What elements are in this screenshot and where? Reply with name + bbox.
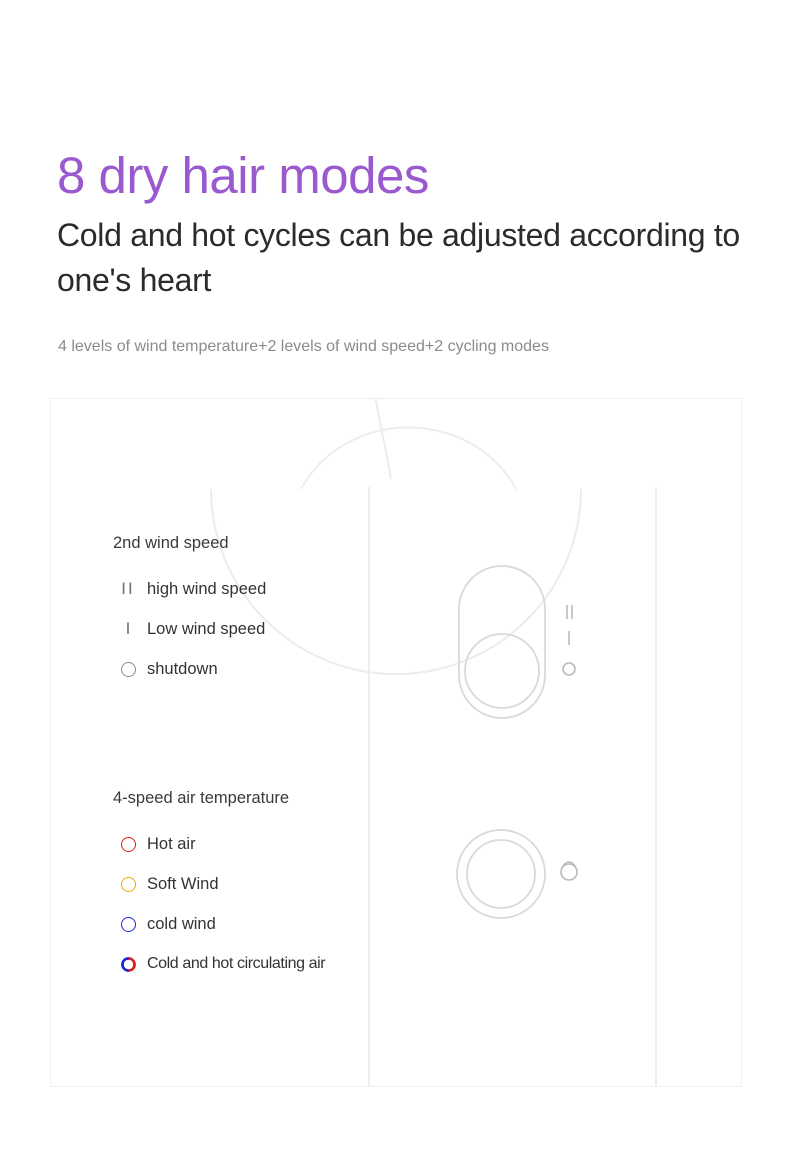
page-subtitle: Cold and hot cycles can be adjusted according to one's heart	[57, 216, 740, 298]
wind-speed-group	[113, 534, 266, 689]
option-label: Low wind speed	[147, 619, 266, 638]
option-soft-wind	[113, 864, 325, 904]
soft-wind-ring-icon	[113, 877, 143, 892]
option-hot-air	[113, 824, 325, 864]
wind-speed-title: 2nd wind speed	[113, 534, 229, 552]
option-label: Soft Wind	[147, 874, 219, 893]
option-label: high wind speed	[147, 579, 267, 598]
speed-high-icon: II	[121, 579, 135, 598]
option-cold-wind	[113, 904, 325, 944]
page-title: 8 dry hair modes	[57, 147, 429, 205]
option-cold-hot-circulating	[113, 944, 325, 984]
option-low-wind-speed	[113, 609, 266, 649]
option-label: Hot air	[147, 834, 196, 853]
option-high-wind-speed	[113, 569, 266, 609]
option-label: Cold and hot circulating air	[147, 955, 326, 972]
option-label: cold wind	[147, 914, 216, 933]
cold-wind-ring-icon	[113, 917, 143, 932]
option-shutdown	[113, 649, 266, 689]
product-figure	[50, 398, 742, 1087]
cold-hot-ring-icon	[113, 957, 143, 972]
air-temperature-title: 4-speed air temperature	[113, 789, 290, 807]
power-off-icon	[113, 662, 143, 677]
air-temperature-group	[113, 789, 325, 984]
option-label: shutdown	[147, 659, 218, 678]
speed-low-icon: I	[125, 619, 131, 638]
hot-air-ring-icon	[113, 837, 143, 852]
page-tagline: 4 levels of wind temperature+2 levels of wind speed+2 cycling modes	[58, 338, 549, 355]
